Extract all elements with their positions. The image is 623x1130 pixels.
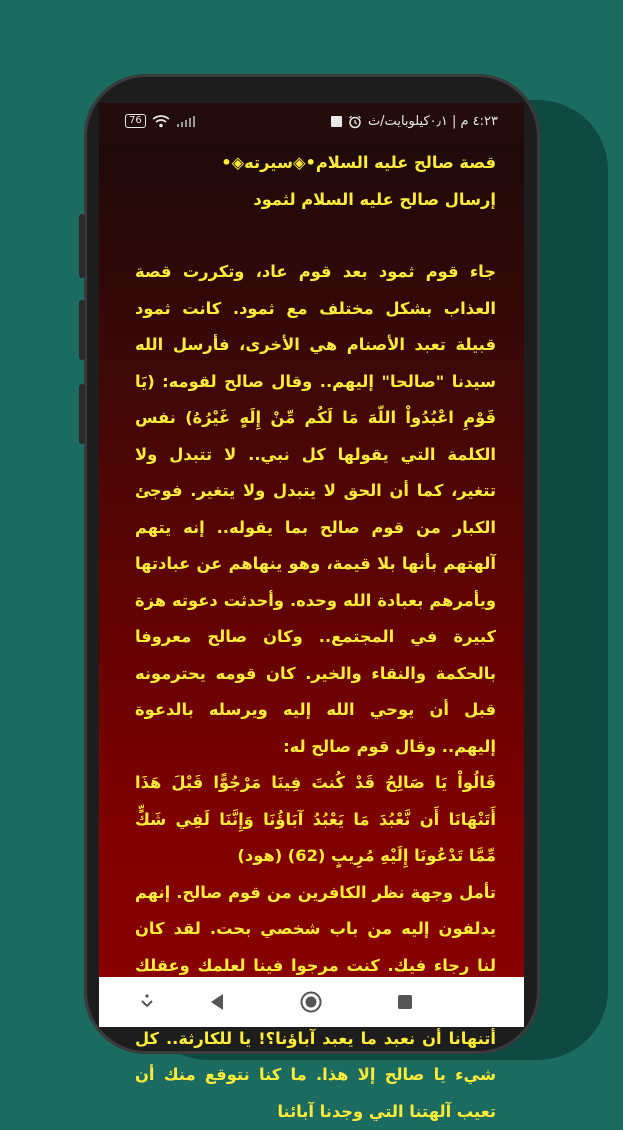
signal-icon <box>176 115 198 127</box>
alarm-icon <box>348 115 362 129</box>
quran-verse: قَالُواْ يَا صَالِحُ قَدْ كُنتَ فِينَا مَرْجُوًّا قَبْلَ هَذَا أَتَنْهَانَا أَن نَّعْبُدَ مَا يَعْبُدُ آبَاؤُنَا وَإِنَّنَا لَفِي شَكٍّ مِّمَّا تَدْعُونَا إِلَيْهِ مُرِيبٍ (62) (هود) <box>135 765 496 875</box>
status-left <box>125 114 198 128</box>
status-right <box>331 114 498 129</box>
story-subtitle: إرسال صالح عليه السلام لثمود <box>135 182 496 219</box>
notification-icon <box>331 116 342 127</box>
story-title: قصة صالح عليه السلام•◈سيرته◈• <box>135 145 496 182</box>
home-icon[interactable] <box>299 990 323 1014</box>
volume-button <box>79 214 85 278</box>
wifi-icon <box>152 114 170 128</box>
article-content[interactable] <box>99 143 524 977</box>
story-paragraph: تأمل وجهة نظر الكافرين من قوم صالح. إنهم يدلفون إليه من باب شخصي بحت. لقد كان لنا رجاء فيك. كنت مرجوا فينا لعلمك وعقلك أتنهانا أن نعبد ما يعبد آباؤنا؟! يا للكارثة.. كل شيء يا صالح إلا هذا. ما كنا نتوقع منك أن تعيب آلهتنا التي وجدنا آبائنا <box>135 875 496 1130</box>
recents-icon[interactable] <box>393 990 417 1014</box>
menu-down-icon[interactable] <box>135 990 159 1014</box>
power-button <box>79 384 85 444</box>
volume-button <box>79 300 85 360</box>
navigation-bar <box>99 977 524 1027</box>
back-icon[interactable] <box>205 990 229 1014</box>
story-paragraph: جاء قوم ثمود بعد قوم عاد، وتكررت قصة العذاب بشكل مختلف مع ثمود. كانت ثمود قبيلة تعبد الأصنام هي الأخرى، فأرسل الله سيدنا "صالحا" إليهم.. وقال صالح لقومه: (يَا قَوْمِ اعْبُدُواْ اللّهَ مَا لَكُم مِّنْ إِلَهٍ غَيْرُهُ) نفس الكلمة التي يقولها كل نبي.. لا تتبدل ولا تتغير، كما أن الحق لا يتبدل ولا يتغير. فوجئ الكبار من قوم صالح بما يقوله.. إنه يتهم آلهتهم بأنها بلا قيمة، وهو ينهاهم عن عبادتها ويأمرهم بعبادة الله وحده. وأحدثت دعوته هزة كبيرة في المجتمع.. وكان صالح معروفا بالحكمة والنقاء والخير. كان قومه يحترمونه قبل أن يوحي الله إليه ويرسله بالدعوة إليهم.. وقال قوم صالح له: <box>135 254 496 765</box>
status-bar <box>99 103 524 143</box>
phone-screen <box>99 103 524 1027</box>
battery-icon: 76 <box>125 114 146 128</box>
status-time: ٤:٢٣ م | ٠٫١كيلوبايت/ث <box>368 114 498 129</box>
